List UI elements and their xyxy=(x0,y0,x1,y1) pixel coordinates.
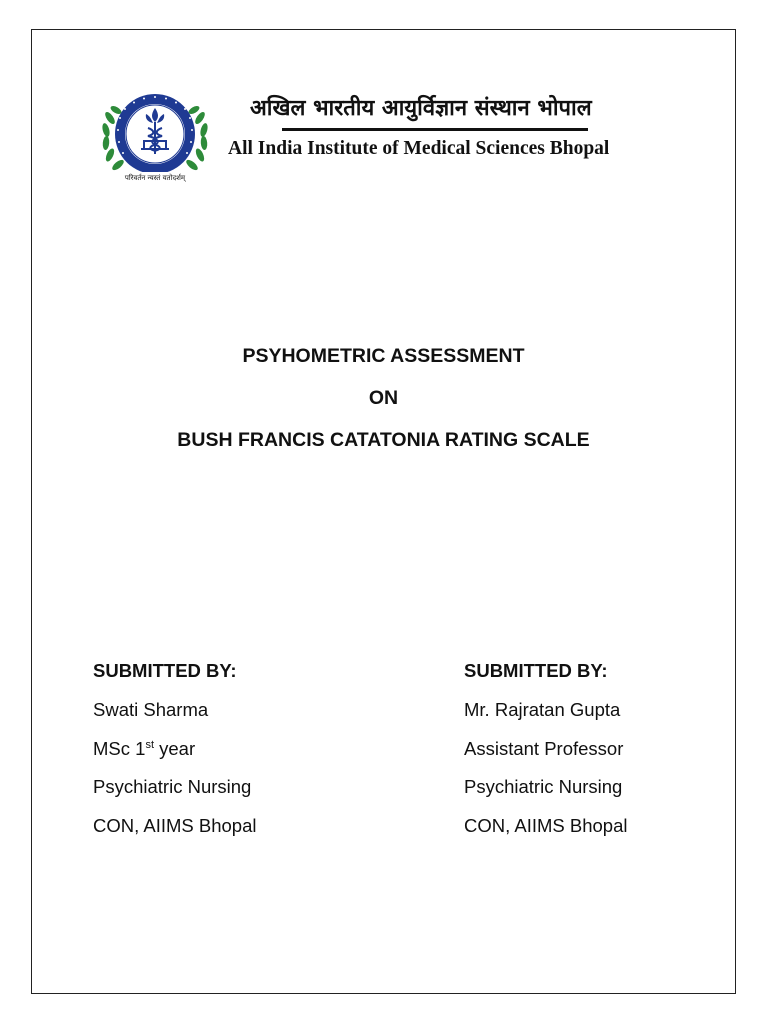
svg-text:परिवर्तन न्यस्तं यतोदर्शम्: परिवर्तन न्यस्तं यतोदर्शम् xyxy=(124,174,186,182)
submitted-by-faculty-block xyxy=(464,658,724,851)
institute-name-hindi: अखिल भारतीय आयुर्विज्ञान संस्थान भोपाल xyxy=(250,95,592,121)
student-department: Psychiatric Nursing xyxy=(93,776,252,797)
student-course-prefix: MSc 1 xyxy=(93,737,146,759)
student-course-suffix: year xyxy=(154,737,196,759)
faculty-institution: CON, AIIMS Bhopal xyxy=(464,814,628,836)
aiims-emblem-icon xyxy=(96,88,214,184)
student-course-superscript: st xyxy=(145,738,154,751)
student-institution: CON, AIIMS Bhopal xyxy=(93,814,257,836)
faculty-department: Psychiatric Nursing xyxy=(464,776,623,797)
title-line-2: ON xyxy=(368,387,399,409)
submitted-by-student-block xyxy=(93,658,353,851)
institute-name-english: All India Institute of Medical Sciences Bhopal xyxy=(228,138,610,159)
faculty-designation: Assistant Professor xyxy=(464,737,624,759)
faculty-name: Mr. Rajratan Gupta xyxy=(464,699,621,720)
title-line-3: BUSH FRANCIS CATATONIA RATING SCALE xyxy=(177,429,590,451)
student-name: Swati Sharma xyxy=(93,699,209,720)
header-divider xyxy=(282,128,588,131)
student-course xyxy=(93,736,353,775)
submitted-by-heading: SUBMITTED BY: xyxy=(464,660,608,681)
submitted-by-heading: SUBMITTED BY: xyxy=(93,660,237,681)
title-line-1: PSYHOMETRIC ASSESSMENT xyxy=(242,345,525,367)
